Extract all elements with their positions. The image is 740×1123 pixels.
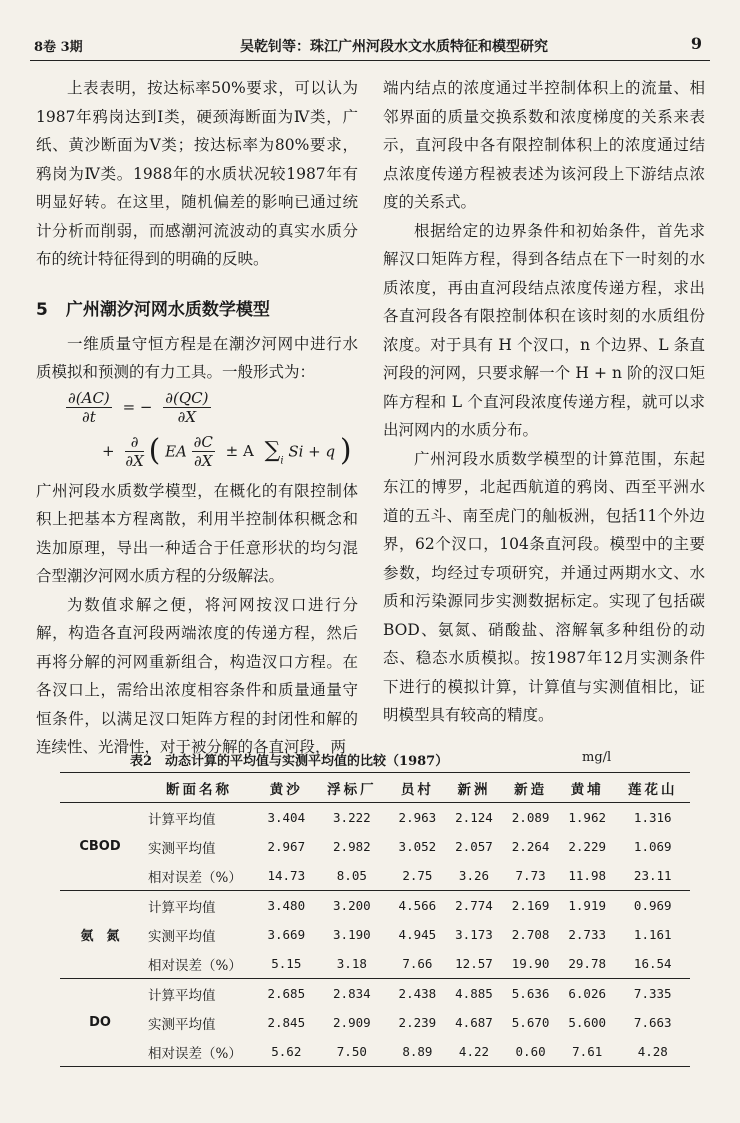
value-cell: 4.566 [398, 898, 437, 913]
value-cell: 16.54 [633, 956, 672, 971]
paragraph: 为数值求解之便，将河网按汊口进行分解，构造各直河段两端浓度的传递方程，然后再将分解的河网重新组合，构造汊口方程。在各汊口上，需给出浓度相容条件和质量通量守恒条件，以满足汊口矩阵方程的封闭性和解的连续性、光滑性，对于被分解的各直河段，两 [36, 595, 358, 756]
value-cell: 1.316 [633, 810, 672, 825]
numerator: ∂(QC) [165, 388, 209, 407]
value-cell: 7.663 [633, 1015, 672, 1030]
value-cell: 2.982 [333, 839, 371, 854]
header-cell: 莲花山 [628, 781, 678, 798]
value-cell: 11.98 [568, 868, 607, 883]
value-cell: 29.78 [568, 956, 607, 971]
row-label: 计算平均值 [148, 899, 216, 916]
value-cell: 3.26 [458, 868, 490, 883]
value-cell: 4.945 [398, 927, 437, 942]
value-cell: 2.239 [398, 1015, 437, 1030]
row-label: 计算平均值 [148, 987, 216, 1004]
value-cell: 2.909 [333, 1015, 371, 1030]
value-cell: 2.75 [402, 868, 433, 883]
value-cell: 7.66 [402, 956, 433, 971]
value-cell: 2.264 [511, 839, 550, 854]
page-number: 9 [690, 34, 702, 53]
value-cell: 2.089 [511, 810, 550, 825]
value-cell: 19.90 [511, 956, 550, 971]
value-cell: 3.18 [336, 956, 367, 971]
value-cell: 1.161 [633, 927, 672, 942]
term: Si + q [288, 441, 336, 460]
denominator: ∂X [194, 451, 213, 470]
value-cell: 3.052 [398, 839, 437, 854]
paragraph: 上表表明，按达标率50%要求，可以认为1987年鸦岗达到Ⅰ类，硬颈海断面为Ⅳ类，广纸、黄沙断面为Ⅴ类；按达标率为80%要求，鸦岗为Ⅳ类。1988年的水质状况较1987年有明显好转。在这里，随机偏差的影响已通过统计分析而削弱，而感潮河流波动的真实水质分布的统计特征得到的明确的反映。 [36, 79, 358, 268]
running-header [30, 30, 710, 56]
equation-line-1 [66, 389, 211, 426]
value-cell: 7.335 [633, 986, 672, 1001]
volume-issue: 8卷 3期 [34, 40, 83, 55]
mass-conservation-equation [36, 387, 358, 477]
value-cell: 2.708 [511, 927, 550, 942]
paren-open: ( [148, 433, 161, 468]
value-cell: 0.969 [633, 898, 672, 913]
right-column [383, 74, 705, 730]
value-cell: 2.057 [455, 839, 493, 854]
value-cell: 2.733 [568, 927, 607, 942]
value-cell: 2.845 [267, 1015, 306, 1030]
paragraph: 根据给定的边界条件和初始条件，首先求解汉口矩阵方程，得到各结点在下一时刻的水质浓度，再由直河段结点浓度传递方程，求出各直河段各有限控制体积在该时刻的水质组份浓度。对于具有 H 个汊口，n 个边界、L 条直河段的河网，只要求解一个 H + n 阶的汊口矩阵方程和 L 个直河段浓度传递方程，就可以求出河网内的水质分布。 [383, 221, 705, 439]
value-cell: 0.60 [515, 1044, 546, 1059]
group-label: DO [89, 1015, 111, 1030]
denominator: ∂X [177, 407, 197, 426]
table-row [60, 949, 690, 979]
table-row [60, 803, 690, 833]
fraction [192, 433, 215, 470]
left-column [36, 74, 358, 762]
row-label: 相对误差（%） [148, 869, 242, 886]
value-cell: 4.687 [455, 1015, 493, 1030]
subscript: i [280, 455, 284, 466]
paragraph: 一维质量守恒方程是在潮汐河网中进行水质模拟和预测的有力工具。一般形式为： [36, 334, 358, 381]
value-cell: 7.50 [336, 1044, 367, 1059]
value-cell: 2.774 [455, 898, 493, 913]
table-unit: mg/l [582, 750, 612, 765]
value-cell: 5.15 [271, 956, 302, 971]
header-cell: 新造 [514, 781, 548, 798]
denominator: ∂t [81, 407, 96, 426]
header-cell: 断面名称 [166, 781, 232, 798]
value-cell: 4.22 [458, 1044, 490, 1059]
group-label: 氨 氮 [80, 929, 120, 944]
value-cell: 12.57 [455, 956, 493, 971]
header-cell: 员村 [400, 781, 434, 798]
value-cell: 5.670 [511, 1015, 550, 1030]
row-label: 实测平均值 [148, 1016, 216, 1033]
value-cell: 14.73 [267, 868, 306, 883]
value-cell: 3.669 [267, 927, 306, 942]
value-cell: 3.404 [267, 810, 306, 825]
paragraph: 广州河段水质数学模型，在概化的有限控制体积上把基本方程离散，利用半控制体积概念和迭加原理，导出一种适合于任意形状的均匀混合型潮汐河网水质方程的分级解法。 [36, 481, 358, 585]
value-cell: 2.967 [267, 839, 306, 854]
value-cell: 3.200 [333, 898, 371, 913]
row-label: 相对误差（%） [148, 957, 242, 974]
section-number: 5 [36, 299, 48, 320]
table-caption [60, 748, 680, 770]
table-header-row [60, 773, 690, 803]
table-row [60, 891, 690, 921]
section-heading [36, 296, 358, 324]
fraction [125, 433, 143, 470]
table-row [60, 979, 690, 1009]
running-title: 吴乾钊等：珠江广州河段水文水质特征和模型研究 [240, 39, 548, 55]
numerator: ∂(AC) [68, 388, 110, 407]
operator: = − [122, 397, 153, 416]
value-cell: 1.919 [568, 898, 607, 913]
value-cell: 5.62 [271, 1044, 302, 1059]
value-cell: 2.685 [267, 986, 306, 1001]
value-cell: 4.28 [637, 1044, 668, 1059]
value-cell: 2.963 [398, 810, 437, 825]
value-cell: 8.05 [336, 868, 367, 883]
table-row [60, 920, 690, 949]
equation-line-2 [96, 433, 352, 476]
operator: + [102, 441, 115, 460]
term: EA [165, 441, 187, 460]
table-title: 表2 动态计算的平均值与实测平均值的比较（1987） [130, 754, 449, 769]
value-cell: 2.438 [398, 986, 437, 1001]
comparison-table [60, 772, 690, 1067]
value-cell: 5.600 [568, 1015, 607, 1030]
sum-symbol: ∑ [264, 437, 281, 463]
paragraph: 端内结点的浓度通过半控制体积上的流量、相邻界面的质量交换系数和浓度梯度的关系来表示，直河段中各有限控制体积上的浓度通过结点浓度传递方程被表述为该河段上下游结点浓度的关系式。 [383, 79, 705, 211]
value-cell: 2.124 [455, 810, 493, 825]
value-cell: 2.229 [568, 839, 607, 854]
row-label: 计算平均值 [148, 811, 216, 828]
row-label: 实测平均值 [148, 840, 216, 857]
numerator: ∂C [193, 432, 213, 451]
table-row [60, 832, 690, 861]
row-label: 相对误差（%） [148, 1045, 242, 1062]
paragraph: 广州河段水质数学模型的计算范围，东起东江的博罗，北起西航道的鸦岗、西至平洲水道的五斗、南至虎门的舢板洲，包括11个外边界，62个汊口，104条直河段。模型中的主要参数，均经过专项研究，并通过两期水文、水质和污染源同步实测数据标定。实现了包括碳BOD、氨氮、硝酸盐、溶解氧多种组份的动态、稳态水质模拟。按1987年12月实测条件下进行的模拟计算，计算值与实测值相比，证明模型具有较高的精度。 [383, 449, 705, 724]
header-cell: 黄埔 [570, 781, 604, 798]
row-label: 实测平均值 [148, 928, 216, 945]
value-cell: 1.962 [568, 810, 607, 825]
operator: ± A [225, 441, 254, 460]
header-rule [30, 60, 710, 61]
denominator: ∂X [125, 451, 144, 470]
value-cell: 23.11 [633, 868, 672, 883]
value-cell: 7.73 [515, 868, 546, 883]
value-cell: 3.222 [333, 810, 371, 825]
paren-close: ) [339, 433, 352, 468]
group-label: CBOD [79, 839, 121, 854]
value-cell: 8.89 [402, 1044, 433, 1059]
value-cell: 3.173 [455, 927, 493, 942]
fraction [163, 389, 210, 426]
value-cell: 3.190 [333, 927, 371, 942]
value-cell: 7.61 [572, 1044, 603, 1059]
table-row [60, 861, 690, 891]
header-cell [60, 773, 140, 803]
value-cell: 5.636 [511, 986, 550, 1001]
header-cell: 黄沙 [269, 781, 303, 798]
value-cell: 2.169 [511, 898, 550, 913]
section-title: 广州潮汐河网水质数学模型 [65, 299, 270, 320]
header-cell: 新洲 [457, 781, 491, 798]
value-cell: 4.885 [455, 986, 493, 1001]
value-cell: 1.069 [633, 839, 672, 854]
fraction [66, 389, 112, 426]
header-cell: 浮标厂 [327, 781, 377, 798]
value-cell: 2.834 [333, 986, 371, 1001]
table-row [60, 1037, 690, 1067]
value-cell: 3.480 [267, 898, 306, 913]
table-row [60, 1008, 690, 1037]
numerator: ∂ [125, 433, 143, 452]
value-cell: 6.026 [568, 986, 607, 1001]
